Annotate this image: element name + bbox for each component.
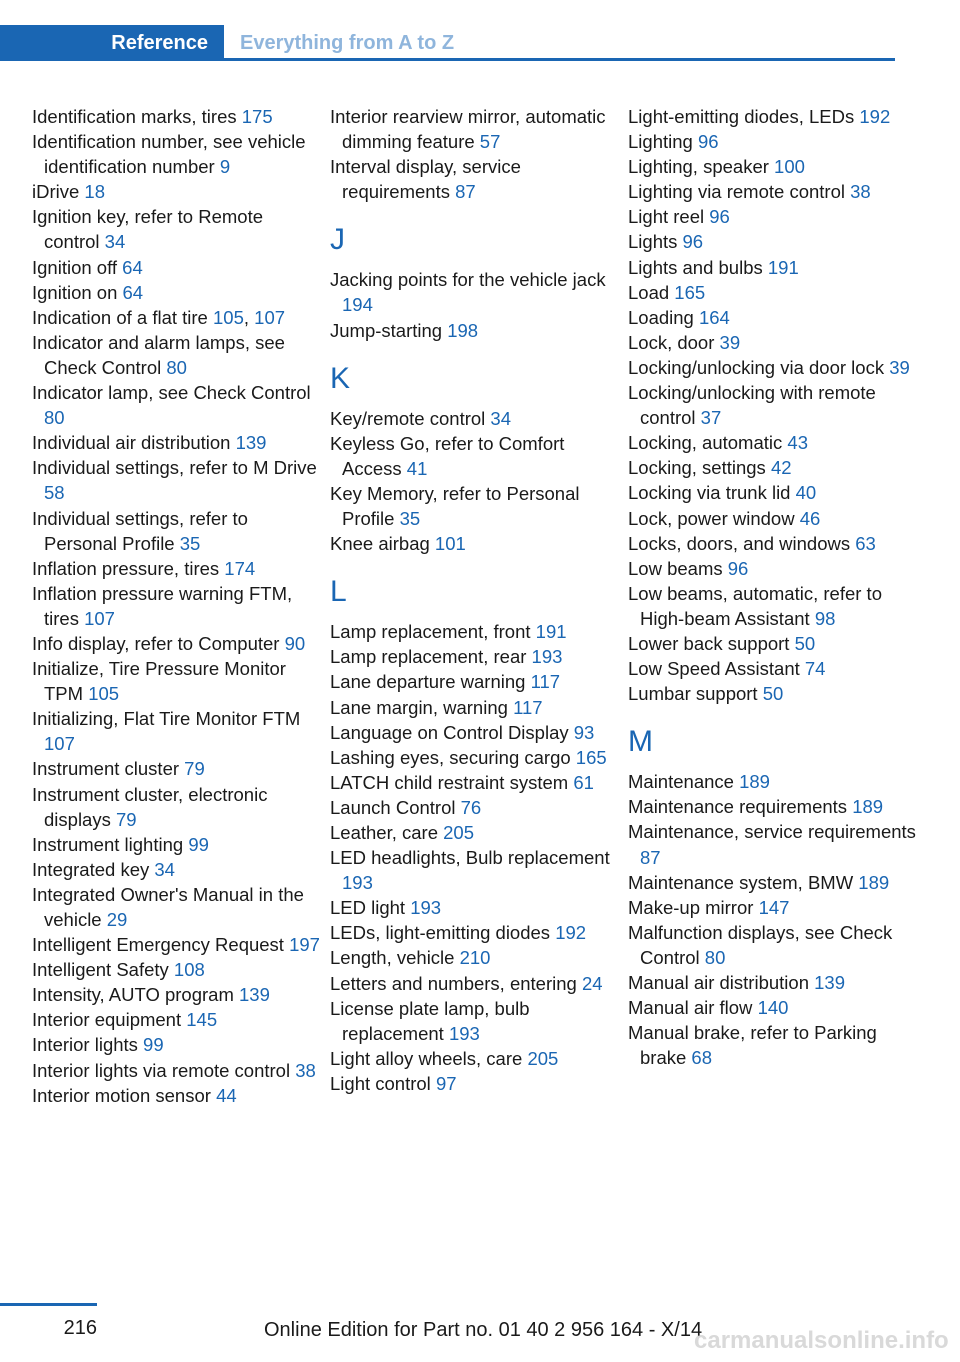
index-entry [628,455,928,480]
index-term: iDrive [32,181,85,203]
index-term: Leather, care [330,821,444,843]
index-entry [628,179,928,204]
index-term: Locking/unlocking via door lock [628,356,890,378]
index-term: Indicator lamp, see Check Control [32,382,311,404]
index-term: Low beams, automatic, refer to High-beam Assistant [628,582,882,629]
page-reference-link[interactable]: 210 [459,947,491,969]
page-reference-link[interactable]: 189 [858,871,890,893]
index-entry [628,870,928,895]
index-entry [32,756,322,781]
index-letter-heading: L [330,575,347,609]
index-entry [32,932,322,957]
index-term: Instrument lighting [32,833,189,855]
page-reference-link[interactable]: 165 [674,281,706,303]
watermark: carmanualsonline.info [694,1327,949,1354]
index-term: Initializing, Flat Tire Monitor FTM [32,708,301,730]
index-entry [330,971,620,996]
header-rule [0,58,895,61]
index-term: Lights and bulbs [628,256,768,278]
index-term: LEDs, light-emitting diodes [330,922,556,944]
page-reference-link[interactable]: 76 [460,796,482,818]
page-reference-link[interactable]: 105 [213,306,244,328]
index-entry [32,104,322,129]
edition-note: Online Edition for Part no. 01 40 2 956 164 - X/14 [264,1319,703,1341]
index-term: Lamp replacement, rear [330,646,532,668]
index-entry [628,920,928,970]
index-term: Letters and numbers, entering [330,972,582,994]
page-reference-link[interactable]: 165 [575,746,607,768]
page-reference-link[interactable]: 79 [184,758,205,780]
page-reference-link[interactable]: 64 [122,256,143,278]
index-entry [628,995,928,1020]
index-term: Low beams [628,557,728,579]
index-term: Lighting, speaker [628,156,775,178]
page-reference-link[interactable]: 198 [447,319,479,341]
index-entry [32,380,322,430]
index-entry [628,531,928,556]
page-reference-link[interactable]: 79 [115,808,137,830]
index-term: Maintenance system, BMW [628,871,859,893]
index-term: Lower back support [628,632,795,654]
index-entry [330,895,620,920]
index-entry [628,631,928,656]
page-reference-link[interactable]: 192 [859,106,891,127]
index-entry [32,330,322,380]
index-entry [32,556,322,581]
index-term: Make-up mirror [628,896,759,918]
index-entry [628,970,928,995]
index-entry [330,845,620,895]
index-term: Lamp replacement, front [330,621,536,643]
index-entry [628,581,928,631]
page-reference-link[interactable]: 197 [289,934,320,956]
index-term: Intelligent Emergency Request [32,934,290,956]
page-reference-link[interactable]: 96 [709,206,730,228]
index-term: Light-emitting diodes, LEDs [628,106,860,127]
page-reference-link[interactable]: 174 [224,557,256,579]
index-term: Interval display, service requirements [330,156,521,203]
index-entry [628,204,928,229]
index-entry [628,1020,928,1070]
index-entry [628,506,928,531]
page-reference-link[interactable]: 164 [698,306,730,328]
index-term: Light control [330,1072,436,1094]
page-reference-link[interactable]: 147 [758,896,790,918]
index-entry [330,996,620,1046]
index-term: Loading [628,306,699,328]
index-entry [330,644,620,669]
page-reference-link[interactable]: 40 [795,482,817,504]
page-reference-link[interactable]: 9 [219,156,231,178]
index-entry [32,204,322,254]
page-reference-link[interactable]: 105 [88,683,120,705]
page-reference-link[interactable]: 193 [342,872,373,894]
index-term: Indication of a flat tire [32,306,213,328]
page-reference-link[interactable]: 68 [691,1047,712,1069]
page-reference-link[interactable]: 80 [704,946,726,968]
index-entry [330,431,620,481]
page-reference-link[interactable]: 41 [406,457,428,479]
index-term: LED light [330,897,411,919]
index-term: Integrated key [32,858,155,880]
index-term: Light reel [628,206,710,228]
index-column-3 [628,104,928,1070]
index-term: Identification marks, tires [32,106,242,127]
index-entry [628,255,928,280]
page-reference-link[interactable]: 99 [143,1034,164,1056]
page-reference-link[interactable]: 96 [682,231,704,253]
index-entry [32,631,322,656]
page-reference-link[interactable]: 35 [399,508,421,530]
index-term: Locking via trunk lid [628,482,796,504]
index-entry [628,480,928,505]
index-term: Instrument cluster, electronic displays [32,783,268,830]
index-entry [628,895,928,920]
index-entry [32,179,322,204]
index-entry [330,531,620,556]
page-reference-link[interactable]: 50 [794,632,816,654]
index-entry [330,820,620,845]
page-reference-link[interactable]: 145 [186,1009,218,1031]
index-term: Lane margin, warning [330,696,514,718]
index-term: Initialize, Tire Pressure Monitor TPM [32,658,286,705]
page-reference-link[interactable]: 35 [179,532,201,554]
index-entry [32,832,322,857]
page-reference-link[interactable]: 44 [216,1084,237,1106]
page-reference-link[interactable]: 107 [84,607,115,629]
index-entry [32,255,322,280]
page-reference-link[interactable]: 107 [254,306,286,328]
index-entry [330,695,620,720]
index-entry [32,1083,322,1108]
index-entry [628,819,928,869]
index-entry [330,267,620,317]
page-reference-link[interactable]: 98 [814,607,836,629]
index-entry [32,506,322,556]
index-term: Low Speed Assistant [628,658,805,680]
index-entry [628,129,928,154]
page-reference-link[interactable]: 46 [799,507,821,529]
index-term: Manual air distribution [628,972,815,993]
index-entry [330,770,620,795]
page-reference-link[interactable]: 80 [44,407,65,429]
index-term: Lane departure warning [330,671,531,693]
index-entry [628,229,928,254]
page-reference-link[interactable]: 39 [889,356,910,378]
page-reference-link[interactable]: 96 [697,131,719,153]
index-term: Intensity, AUTO program [32,984,240,1006]
index-entry [32,305,322,330]
index-entry [32,455,322,505]
index-term: Length, vehicle [330,947,460,969]
index-entry [628,769,928,794]
index-entry [32,1007,322,1032]
page-reference-link[interactable]: 58 [44,482,65,504]
page-reference-link[interactable]: 37 [700,407,722,429]
index-entry [32,1058,322,1083]
index-entry [628,656,928,681]
page-reference-link[interactable]: 63 [855,532,876,554]
page-reference-link[interactable]: 90 [284,632,306,654]
page-reference-link[interactable]: 193 [410,897,442,919]
index-column-1 [32,104,322,1108]
index-term: Maintenance, service requirements [628,821,916,843]
page-reference-link[interactable]: 117 [530,671,561,693]
index-column-2 [330,104,620,1096]
index-term: Locks, doors, and windows [628,532,856,554]
index-term: Ignition off [32,256,123,278]
page-reference-link[interactable]: 80 [166,356,187,378]
page-reference-link[interactable]: 96 [727,557,749,579]
page-reference-link[interactable]: 99 [188,833,209,855]
index-entry [628,154,928,179]
index-term: Knee airbag [330,533,435,555]
index-entry [32,129,322,179]
index-term: Locking, settings [628,457,771,479]
index-term: Keyless Go, refer to Comfort Access [330,432,565,479]
page-reference-link[interactable]: 191 [535,621,567,643]
index-entry [330,154,620,204]
index-term: Info display, refer to Computer [32,632,285,654]
index-term: Ignition key, refer to Remote control [32,206,264,253]
page-reference-link[interactable]: 108 [173,959,205,981]
page-reference-link[interactable]: 139 [239,984,270,1006]
index-term: Launch Control [330,796,461,818]
index-entry [330,104,620,154]
index-term: Interior lights via remote control [32,1059,296,1081]
page-header [0,25,895,61]
index-entry [628,355,928,380]
index-term: Maintenance requirements [628,796,853,818]
index-term: Interior lights [32,1034,144,1056]
page-reference-link[interactable]: 18 [84,181,105,203]
index-entry [32,882,322,932]
index-entry [628,280,928,305]
page-reference-link[interactable]: 139 [235,432,267,454]
index-entry [32,982,322,1007]
index-term: Locking, automatic [628,432,788,454]
index-term: License plate lamp, bulb replacement [330,997,530,1044]
index-term: Locking/unlocking with remote control [628,382,876,429]
page-reference-link[interactable]: 205 [527,1047,559,1069]
index-term: LATCH child restraint system [330,771,574,793]
index-term: Interior equipment [32,1009,187,1031]
index-entry [32,957,322,982]
page-reference-link[interactable]: 61 [573,771,594,793]
index-term: Integrated Owner's Manual in the vehicle [32,883,304,930]
page-reference-link[interactable]: 24 [581,972,603,994]
index-entry [32,1032,322,1057]
index-term: Individual air distribution [32,432,236,454]
page-reference-link[interactable]: 93 [573,721,595,743]
index-term: Lighting via remote control [628,181,851,203]
page-reference-link[interactable]: 50 [762,683,784,705]
page-reference-link[interactable]: 189 [852,796,884,818]
index-entry [628,681,928,706]
page-reference-link[interactable]: 87 [455,181,476,203]
page-reference-link[interactable]: 57 [479,131,501,153]
index-term: Key/remote control [330,407,491,429]
index-term: Lighting [628,131,698,153]
index-term: Language on Control Display [330,721,574,743]
section-tab: Reference [0,25,224,61]
index-entry [32,706,322,756]
index-term: Lashing eyes, securing cargo [330,746,576,768]
index-term: Load [628,281,675,303]
page-reference-link[interactable]: 140 [757,997,789,1019]
page-reference-link[interactable]: 34 [104,231,126,253]
index-entry [330,406,620,431]
index-letter-heading: K [330,361,351,395]
index-entry [330,945,620,970]
index-entry [32,581,322,631]
index-entry [32,857,322,882]
page-reference-link[interactable]: 189 [739,771,770,793]
index-term: Light alloy wheels, care [330,1047,528,1069]
page-reference-link[interactable]: 38 [295,1059,316,1081]
page-reference-link[interactable]: 43 [787,432,808,454]
index-term: Interior motion sensor [32,1084,217,1106]
page-reference-link[interactable]: 191 [767,256,799,278]
index-entry [32,656,322,706]
page-reference-link[interactable]: 192 [555,922,587,944]
index-term: Inflation pressure warning FTM, tires [32,582,293,629]
page-reference-link[interactable]: 117 [513,696,543,718]
page-reference-link[interactable]: 39 [719,331,741,353]
page-reference-link[interactable]: 74 [804,658,826,680]
page-reference-link[interactable]: 38 [850,181,871,203]
index-entry [32,782,322,832]
index-entry [330,481,620,531]
index-entry [330,795,620,820]
index-entry [628,104,928,129]
page-reference-link[interactable]: 193 [448,1022,480,1044]
page-reference-link[interactable]: 139 [814,972,845,993]
index-entry [330,720,620,745]
page-reference-link[interactable]: 100 [774,156,805,178]
index-term: Interior rearview mirror, automatic dimming feature [330,106,606,153]
index-entry [32,280,322,305]
page-reference-link[interactable]: 34 [154,858,175,880]
index-entry [330,1071,620,1096]
page-reference-link[interactable]: 87 [640,846,661,868]
index-term: Lock, power window [628,507,800,529]
footer-rule [0,1303,97,1306]
index-entry [330,1046,620,1071]
index-term: Ignition on [32,281,123,303]
index-entry [330,669,620,694]
page-reference-link[interactable]: 101 [434,533,466,555]
index-term: Lock, door [628,331,720,353]
index-term: Lumbar support [628,683,763,705]
index-term: Individual settings, refer to Personal Profile [32,507,248,554]
index-term: Malfunction displays, see Check Control [628,921,893,968]
page-reference-link[interactable]: 42 [770,457,792,479]
page-ref-separator: , [243,306,255,328]
index-entry [330,920,620,945]
page-reference-link[interactable]: 107 [44,733,75,755]
index-term: Manual air flow [628,997,758,1019]
index-term: Identification number, see vehicle identification number [32,131,306,178]
index-term: Key Memory, refer to Personal Profile [330,482,580,530]
page-reference-link[interactable]: 64 [122,281,144,303]
index-term: Indicator and alarm lamps, see Check Control [32,331,285,378]
chapter-title: Everything from A to Z [240,32,455,54]
index-term: Intelligent Safety [32,959,174,981]
index-term: Manual brake, refer to Parking brake [628,1022,877,1069]
index-entry [330,745,620,770]
page-reference-link[interactable]: 34 [490,407,511,429]
index-entry [628,380,928,430]
index-term: Lights [628,231,683,253]
index-term: Maintenance [628,771,740,793]
index-entry [330,619,620,644]
index-entry [628,430,928,455]
page-reference-link[interactable]: 175 [241,106,273,127]
index-term: Instrument cluster [32,758,185,780]
index-entry [628,330,928,355]
page-reference-link[interactable]: 194 [342,294,373,316]
index-entry [32,430,322,455]
page-reference-link[interactable]: 193 [531,646,563,668]
index-entry [628,556,928,581]
page-number: 216 [63,1317,97,1339]
index-entry [330,318,620,343]
index-term: Individual settings, refer to M Drive [32,457,317,479]
index-term: Jacking points for the vehicle jack [330,269,606,291]
index-term: LED headlights, Bulb replacement [330,847,610,869]
index-letter-heading: J [330,223,345,257]
page-reference-link[interactable]: 97 [435,1072,457,1094]
index-term: Jump-starting [330,319,448,341]
page-reference-link[interactable]: 29 [106,909,128,930]
index-term: Inflation pressure, tires [32,557,225,579]
index-entry [628,305,928,330]
index-entry [628,794,928,819]
index-letter-heading: M [628,725,653,759]
page-reference-link[interactable]: 205 [443,821,475,843]
